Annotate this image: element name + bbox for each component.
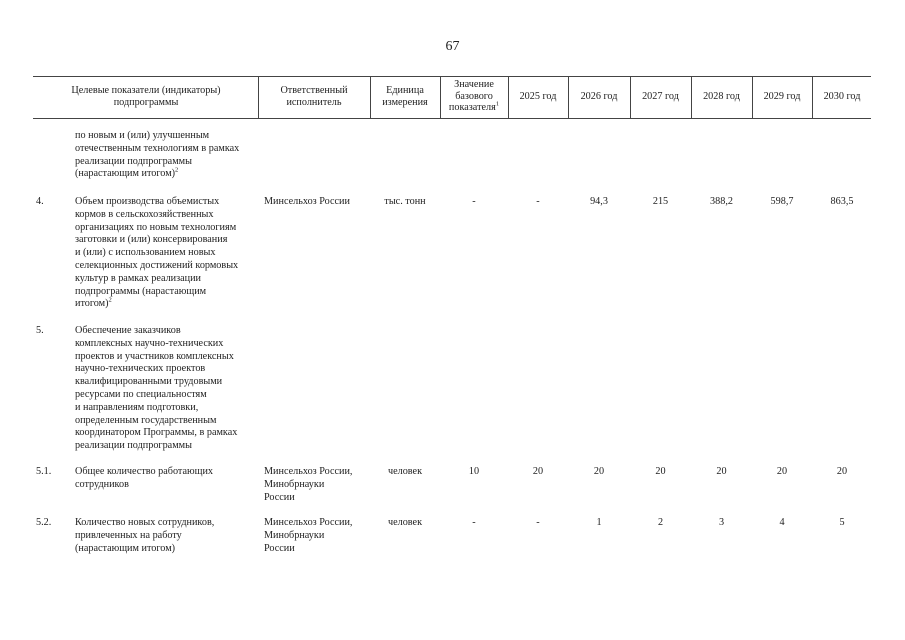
column-divider: [568, 76, 569, 118]
value-2027: 215: [652, 196, 669, 207]
header-year-2025: 2025 год: [519, 90, 557, 102]
column-divider: [370, 76, 371, 118]
value-2029: 20: [776, 466, 788, 477]
indicator-description: Общее количество работающих сотрудников: [75, 466, 214, 490]
responsible-executor: Минсельхоз России, Минобрнауки России: [264, 466, 353, 503]
page-number: 67: [445, 39, 460, 54]
indicator-footnote: 2: [108, 296, 112, 304]
column-divider: [258, 76, 259, 118]
value-2028: 388,2: [710, 196, 733, 207]
unit-of-measure: человек: [387, 466, 423, 477]
column-divider: [508, 76, 509, 118]
value-2027: 2: [657, 517, 664, 528]
value-2028: 20: [716, 466, 727, 477]
indicator-description-text: по новым и (или) улучшенным отечественным технологиям в рамках реализации подпрограммы (нарастающим итогом): [75, 130, 240, 180]
column-divider: [752, 76, 753, 118]
indicator-description-text: Объем производства объемистых кормов в сельскохозяйственных организациях по новым технологиям заготовки и (или) консервирования и (или) с использованием новых селекционных достижений кормовых культур в рамках реализации подпрограммы (нарастающим итогом): [75, 196, 239, 310]
value-2029: 598,7: [770, 196, 794, 207]
value-2026: 1: [596, 517, 602, 528]
row-number: 5.2.: [36, 517, 52, 528]
column-divider: [440, 76, 441, 118]
header-year-2029: 2029 год: [763, 90, 801, 102]
column-divider: [812, 76, 813, 118]
value-2025: -: [536, 517, 540, 528]
value-2028: 3: [718, 517, 725, 528]
value-2025: 20: [532, 466, 544, 477]
row-number: 4.: [36, 196, 44, 207]
base-value: -: [472, 196, 476, 207]
value-2027: 20: [655, 466, 666, 477]
header-base-value: [442, 77, 506, 116]
indicator-description: Количество новых сотрудников, привлеченных на работу (нарастающим итогом): [75, 517, 215, 554]
row-number: 5.1.: [36, 466, 52, 477]
header-year-2026: 2026 год: [580, 90, 618, 102]
header-base-value-footnote: 1: [495, 100, 500, 108]
header-base-value-text: Значение базового показателя: [448, 79, 496, 114]
value-2029: 4: [779, 517, 785, 528]
column-divider: [630, 76, 631, 118]
column-divider: [691, 76, 692, 118]
value-2030: 5: [839, 517, 845, 528]
base-value: 10: [468, 466, 480, 477]
value-2025: -: [536, 196, 540, 207]
indicator-description: [75, 130, 265, 181]
value-2026: 20: [593, 466, 605, 477]
header-unit: Единица измерения: [382, 85, 428, 108]
header-year-2028: 2028 год: [703, 90, 740, 102]
header-year-2030: 2030 год: [823, 90, 861, 102]
table-header-bottom-rule: [33, 118, 871, 119]
responsible-executor: Минсельхоз России, Минобрнауки России: [264, 517, 353, 554]
value-2030: 863,5: [830, 196, 854, 207]
header-indicator: Целевые показатели (индикаторы) подпрограммы: [71, 85, 221, 108]
responsible-executor: Минсельхоз России: [264, 196, 350, 207]
base-value: -: [472, 517, 476, 528]
value-2026: 94,3: [590, 196, 608, 207]
indicator-description: Обеспечение заказчиков комплексных научно-технических проектов и участников комплексных научно-технических проектов квалифицированными трудовыми ресурсами по специальностям и направлениям подготовки, определенным государственным координатором Программы, в рамках реализации подпрограммы: [75, 325, 238, 452]
header-year-2027: 2027 год: [642, 90, 679, 102]
unit-of-measure: человек: [387, 517, 423, 528]
row-number: 5.: [36, 325, 44, 336]
indicator-footnote: 2: [175, 167, 179, 174]
header-responsible: Ответственный исполнитель: [280, 85, 348, 108]
value-2030: 20: [836, 466, 848, 477]
unit-of-measure: тыс. тонн: [384, 196, 426, 207]
indicator-description: [75, 196, 265, 311]
